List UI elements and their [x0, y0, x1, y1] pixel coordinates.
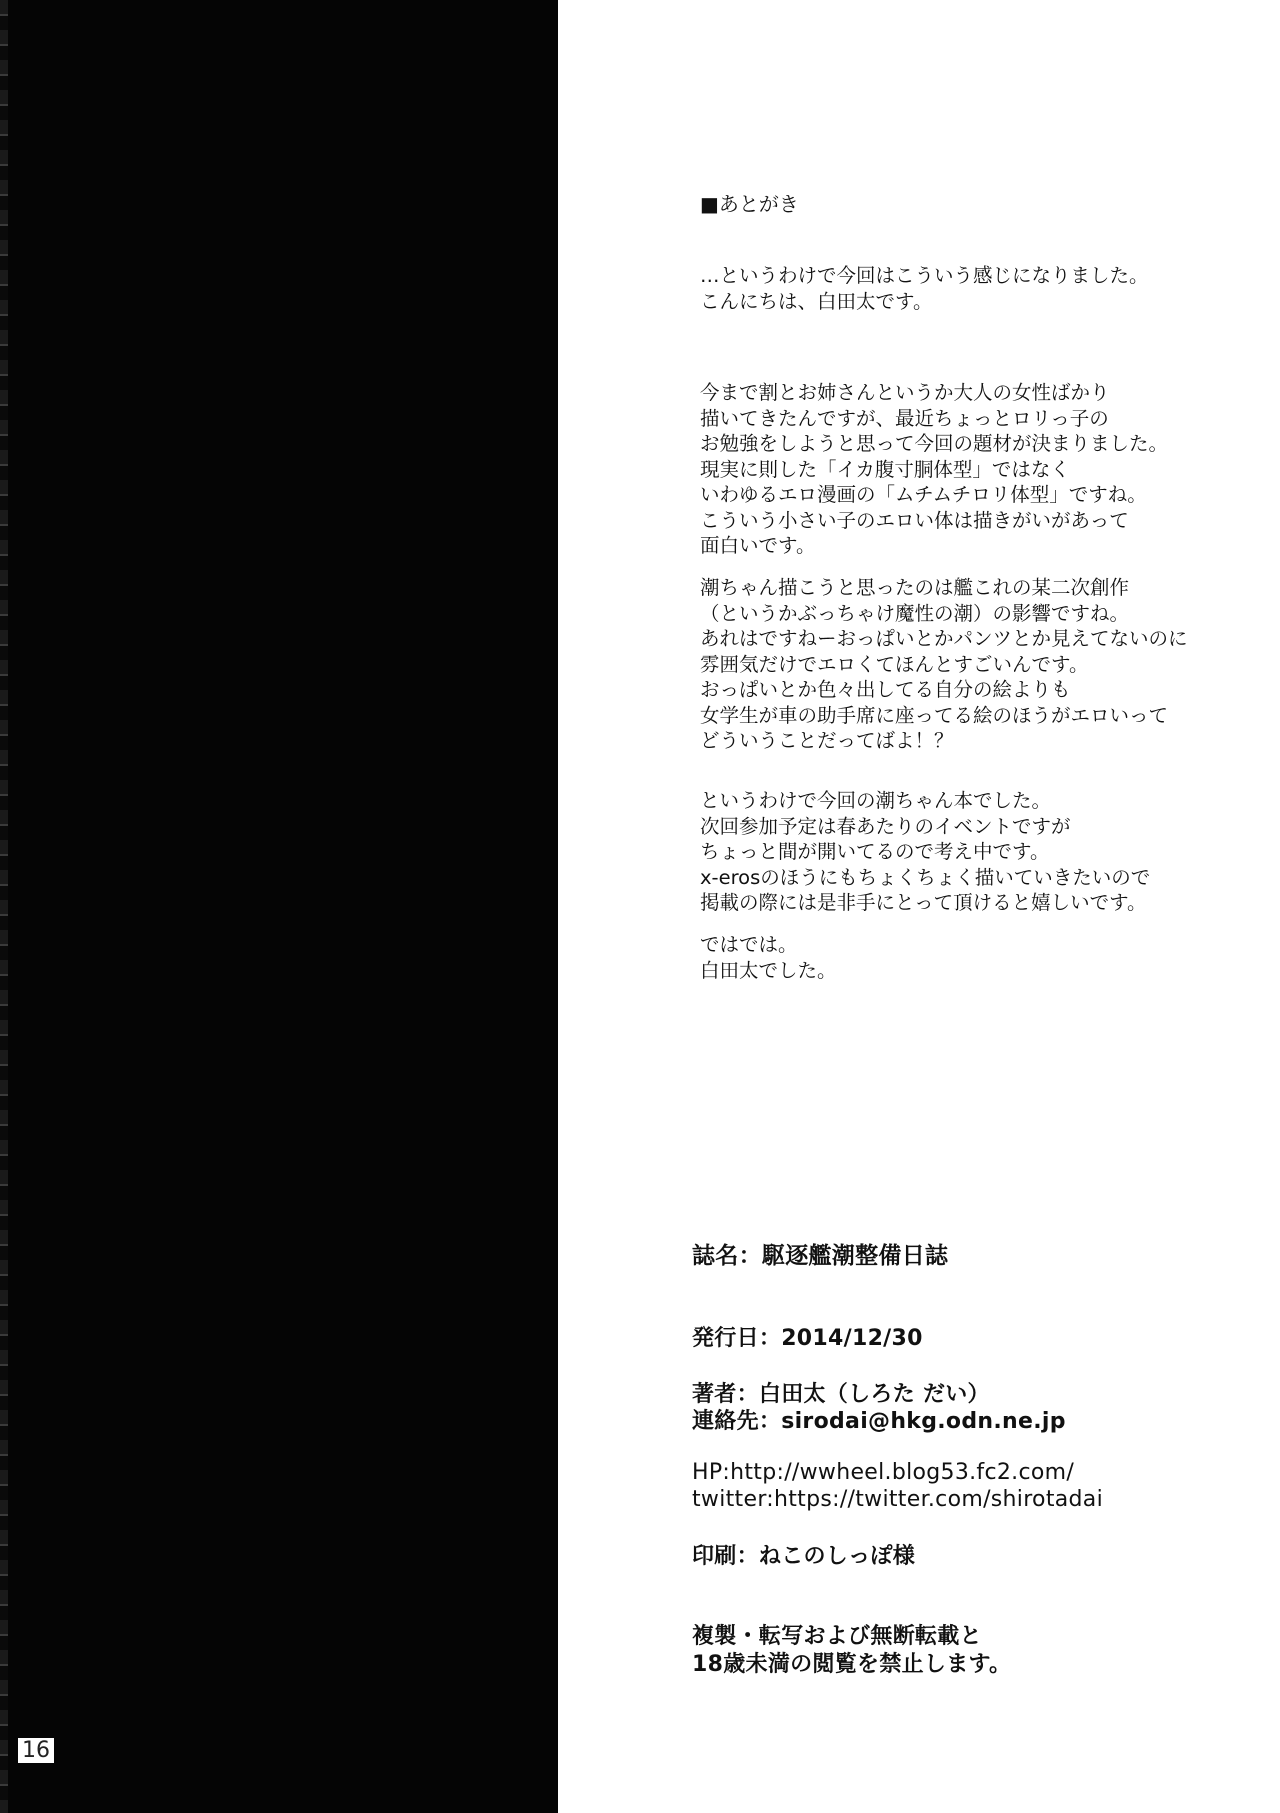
text-line: あれはですねーおっぱいとかパンツとか見えてないのに	[700, 627, 1188, 650]
text-line: ちょっと間が開いてるので考え中です。	[700, 840, 1050, 863]
text-line: いわゆるエロ漫画の「ムチムチロリ体型」ですね。	[700, 483, 1147, 506]
text-line: 雰囲気だけでエロくてほんとすごいんです。	[700, 652, 1089, 676]
text-line: お勉強をしようと思って今回の題材が決まりました。	[700, 432, 1169, 455]
afterword-paragraph-1	[700, 263, 1260, 314]
page-number: 16	[18, 1738, 54, 1763]
colophon-printer: 印刷：ねこのしっぽ様	[692, 1544, 916, 1569]
text-line: おっぱいとか色々出してる自分の絵よりも	[700, 678, 1071, 701]
colophon-contact: 連絡先：sirodai@hkg.odn.ne.jp	[692, 1409, 1066, 1434]
colophon-notice-2: 18歳未満の閲覧を禁止します。	[692, 1652, 1012, 1677]
text-line: 描いてきたんですが、最近ちょっとロリっ子の	[700, 406, 1109, 430]
afterword-paragraph-4	[700, 788, 1260, 916]
text-line: 今まで割とお姉さんというか大人の女性ばかり	[700, 381, 1110, 404]
text-line: というわけで今回の潮ちゃん本でした。	[700, 789, 1052, 812]
text-line: 面白いです。	[700, 534, 816, 557]
text-line: x-erosのほうにもちょくちょく描いていきたいので	[700, 865, 1151, 889]
text-line: …というわけで今回はこういう感じになりました。	[700, 264, 1149, 287]
text-line: こんにちは、白田太です。	[700, 289, 933, 313]
text-line: 次回参加予定は春あたりのイベントですが	[700, 814, 1071, 838]
colophon-notice-1: 複製・転写および無断転載と	[692, 1624, 982, 1649]
text-line: ではでは。	[700, 933, 798, 956]
text-line: どういうことだってばよ！？	[700, 729, 954, 752]
colophon-homepage: HP:http://wwheel.blog53.fc2.com/	[692, 1460, 1075, 1485]
binding-edge	[0, 0, 8, 1813]
colophon-title: 誌名：駆逐艦潮整備日誌	[692, 1243, 949, 1269]
afterword-paragraph-2	[700, 380, 1260, 559]
text-line: 女学生が車の助手席に座ってる絵のほうがエロいって	[700, 703, 1169, 727]
afterword-heading: ■あとがき	[700, 192, 799, 216]
colophon-issue-date: 発行日：2014/12/30	[692, 1326, 923, 1351]
text-line: 潮ちゃん描こうと思ったのは艦これの某二次創作	[700, 576, 1130, 599]
text-line: （というかぶっちゃけ魔性の潮）の影響ですね。	[700, 601, 1130, 625]
colophon-author: 著者：白田太（しろた だい）	[692, 1382, 990, 1407]
black-left-panel	[0, 0, 558, 1813]
text-line: 掲載の際には是非手にとって頂けると嬉しいです。	[700, 891, 1147, 914]
colophon-twitter: twitter:https://twitter.com/shirotadai	[692, 1487, 1103, 1512]
afterword-paragraph-3	[700, 575, 1260, 754]
text-line: 白田太でした。	[700, 958, 837, 982]
text-line: 現実に則した「イカ腹寸胴体型」ではなく	[700, 457, 1070, 481]
text-line: こういう小さい子のエロい体は描きがいがあって	[700, 508, 1129, 532]
afterword-paragraph-5	[700, 932, 1260, 983]
